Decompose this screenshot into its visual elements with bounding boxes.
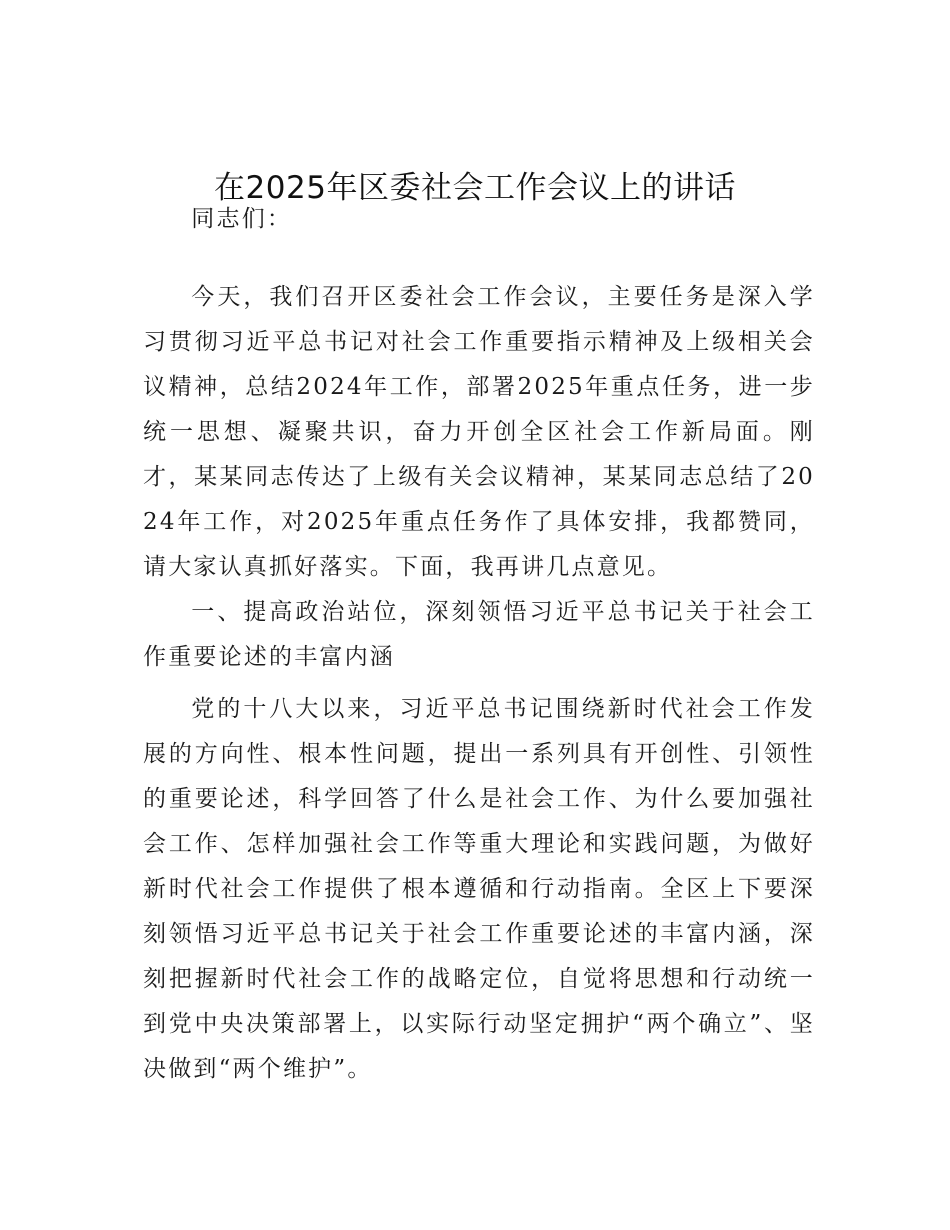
- section-body-block: [143, 687, 815, 1092]
- intro-block: [143, 275, 815, 590]
- section-heading-block: [143, 590, 815, 680]
- intro-paragraph: 今天，我们召开区委社会工作会议，主要任务是深入学习贯彻习近平总书记对社会工作重要指示精神及上级相关会议精神，总结2024年工作，部署2025年重点任务，进一步统一思想、凝聚共识，奋力开创全区社会工作新局面。刚才，某某同志传达了上级有关会议精神，某某同志总结了2024年工作，对2025年重点任务作了具体安排，我都赞同，请大家认真抓好落实。下面，我再讲几点意见。: [143, 284, 815, 580]
- greeting-block: [143, 197, 815, 242]
- greeting-paragraph: 同志们：: [191, 206, 293, 232]
- section-1-heading: 一、提高政治站位，深刻领悟习近平总书记关于社会工作重要论述的丰富内涵: [143, 599, 815, 670]
- section-1-body-paragraph: 党的十八大以来，习近平总书记围绕新时代社会工作发展的方向性、根本性问题，提出一系列具有开创性、引领性的重要论述，科学回答了什么是社会工作、为什么要加强社会工作、怎样加强社会工作等重大理论和实践问题，为做好新时代社会工作提供了根本遵循和行动指南。全区上下要深刻领悟习近平总书记关于社会工作重要论述的丰富内涵，深刻把握新时代社会工作的战略定位，自觉将思想和行动统一到党中央决策部署上，以实际行动坚定拥护“两个确立”、坚决做到“两个维护”。: [143, 696, 815, 1082]
- document-title: 在2025年区委社会工作会议上的讲话: [214, 170, 736, 206]
